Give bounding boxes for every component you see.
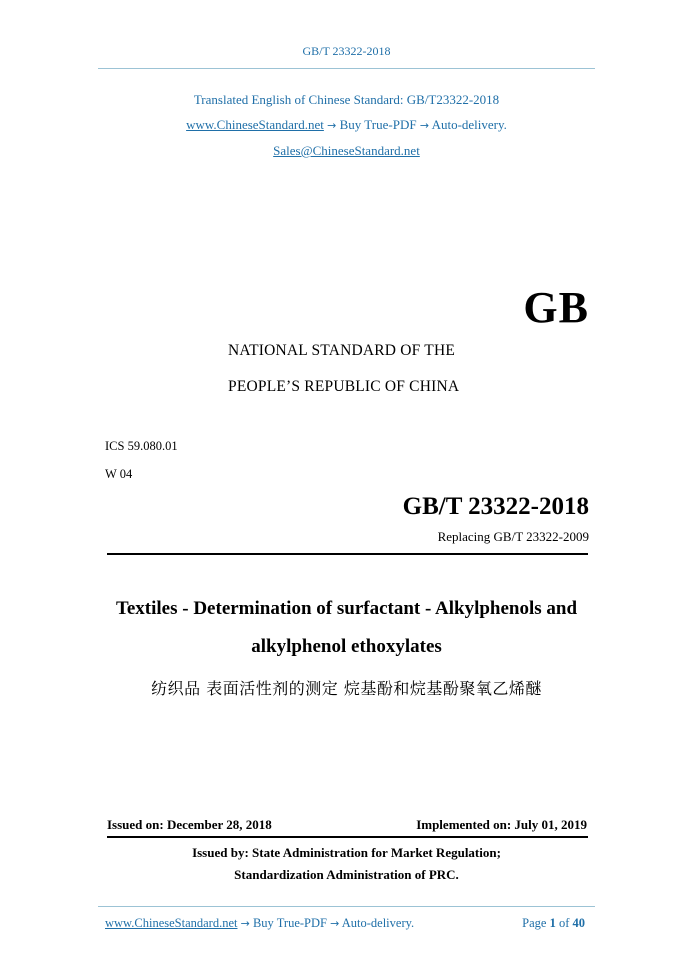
sales-email-link[interactable]: Sales@ChineseStandard.net [273,143,420,158]
email-row [0,143,693,159]
implemented-on: Implemented on: July 01, 2019 [416,817,587,832]
arrow-right-icon: → [240,917,250,930]
footer-buy-pdf-text: Buy True-PDF [252,916,327,930]
issued-by-line1: Issued by: State Administration for Market Regulation; [192,845,501,860]
issued-on: Issued on: December 28, 2018 [107,817,272,832]
gb-logo: GB [523,283,589,332]
title-line2: alkylphenol ethoxylates [251,636,442,657]
dates-rule [107,836,588,838]
replacing-note: Replacing GB/T 23322-2009 [437,529,589,544]
translation-note: Translated English of Chinese Standard: GB/T23322-2018 [193,92,500,107]
page-total: 40 [572,916,585,930]
issued-by-line2: Standardization Administration of PRC. [234,867,459,882]
title-chinese: 纺织品 表面活性剂的测定 烷基酚和烷基酚聚氧乙烯醚 [151,679,542,698]
page-number: 1 [549,916,556,930]
footer-auto-delivery-text: Auto-delivery. [341,916,415,930]
standard-rule [107,553,588,555]
arrow-right-icon: → [330,917,340,930]
standard-number: GB/T 23322-2018 [402,493,589,520]
title-line1: Textiles - Determination of surfactant - Alkylphenols and [115,598,578,619]
ics-code: ICS 59.080.01 [105,439,178,453]
page-indicator [522,916,585,931]
buy-pdf-text: Buy True-PDF [339,117,417,132]
of-label: of [558,916,570,930]
w-code: W 04 [105,467,133,481]
arrow-right-icon: → [327,119,337,132]
translation-links [0,117,693,133]
arrow-right-icon: → [419,119,430,132]
header-rule [98,68,595,69]
site-link[interactable]: www.ChineseStandard.net [186,117,324,132]
footer-rule [98,906,595,907]
auto-delivery-text: Auto-delivery. [431,117,507,132]
national-standard-line2: PEOPLE’S REPUBLIC OF CHINA [228,378,460,395]
running-header: GB/T 23322-2018 [302,44,391,58]
page-label: Page [522,916,547,930]
national-standard-line1: NATIONAL STANDARD OF THE [228,342,456,359]
footer-site-link[interactable]: www.ChineseStandard.net [105,916,238,930]
footer-links [105,916,414,931]
